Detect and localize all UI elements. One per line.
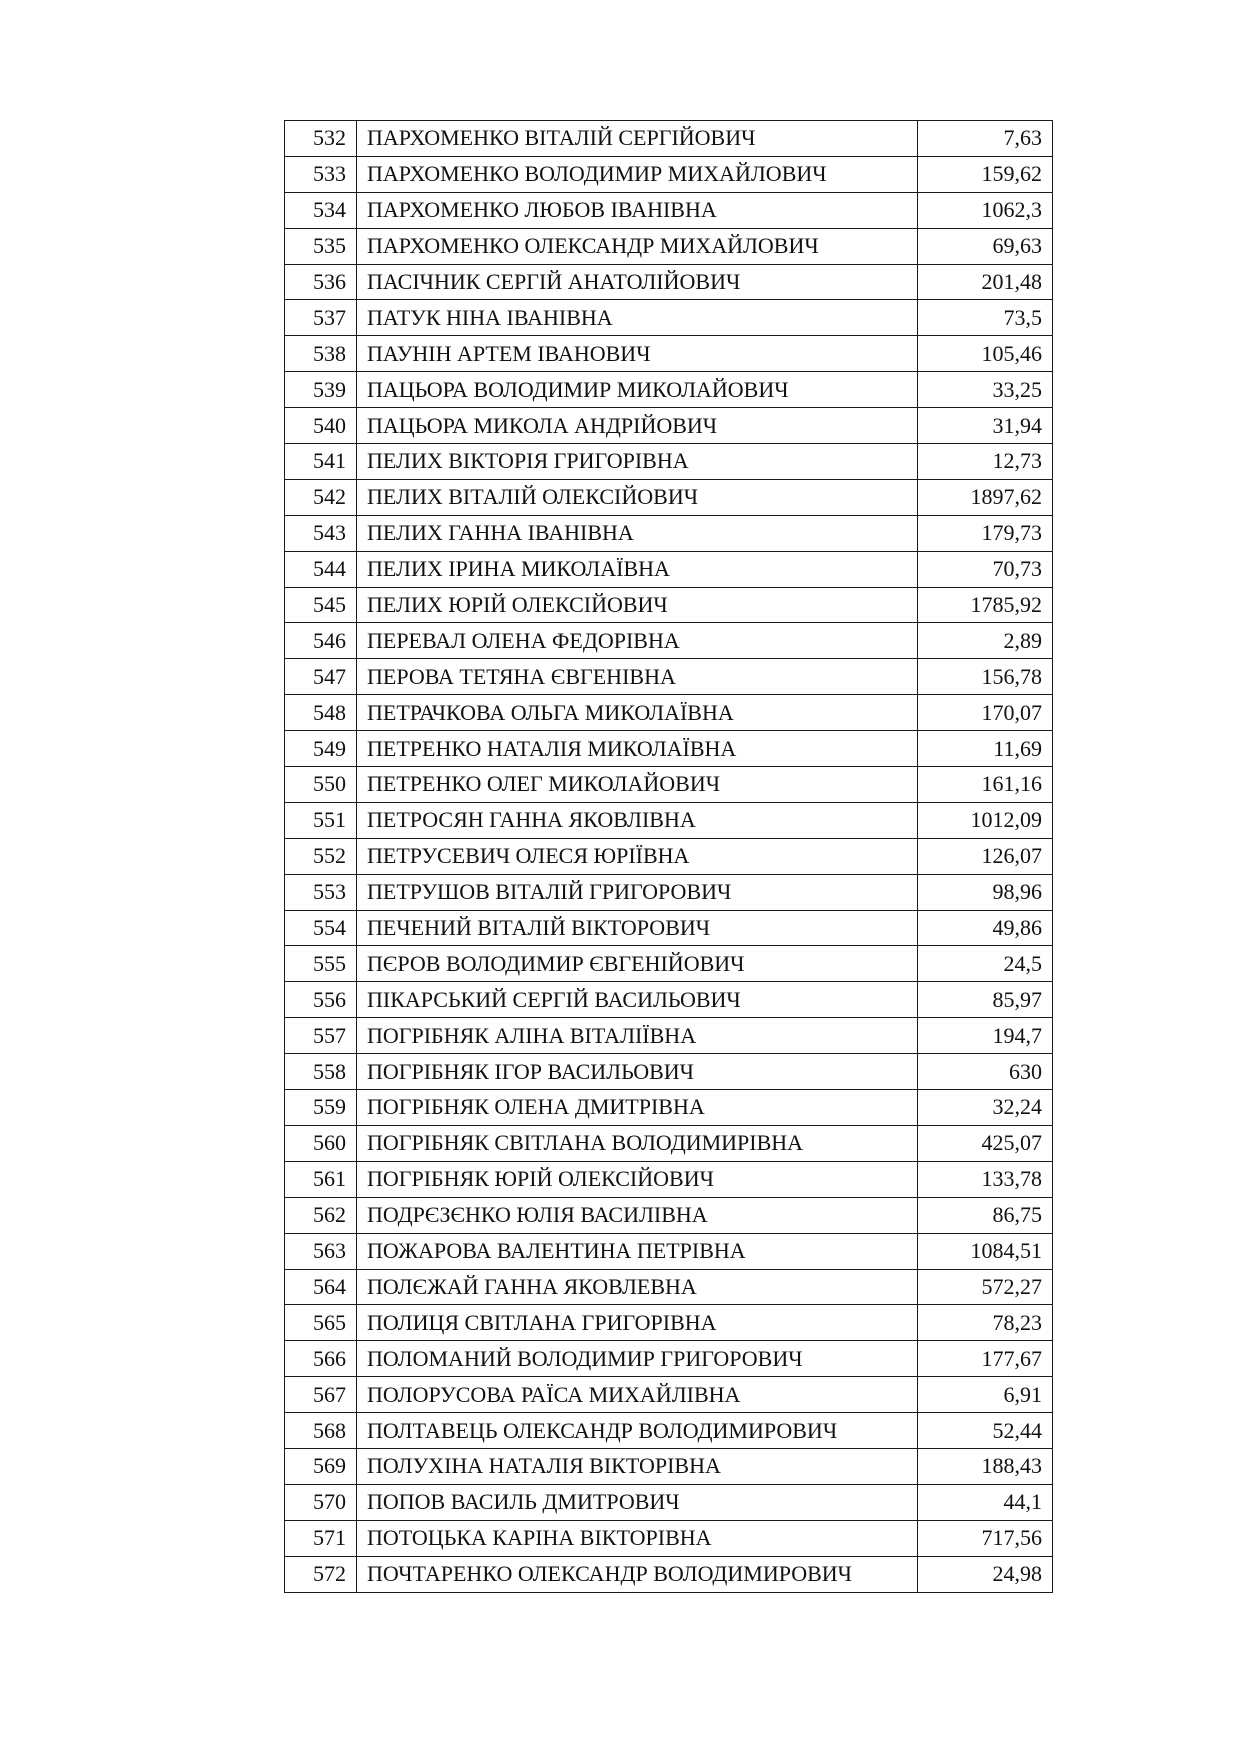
- person-name-cell: ПЕТРУСЕВИЧ ОЛЕСЯ ЮРІЇВНА: [357, 838, 918, 874]
- amount-cell: 69,63: [918, 228, 1053, 264]
- amount-cell: 24,98: [918, 1556, 1053, 1592]
- person-name-cell: ПЕТРОСЯН ГАННА ЯКОВЛІВНА: [357, 802, 918, 838]
- row-number-cell: 550: [285, 767, 357, 803]
- table-row: [285, 1341, 1053, 1377]
- table-row: [285, 264, 1053, 300]
- table-row: [285, 156, 1053, 192]
- row-number-cell: 544: [285, 551, 357, 587]
- row-number-cell: 533: [285, 156, 357, 192]
- amount-cell: 70,73: [918, 551, 1053, 587]
- person-name-cell: ПЕРОВА ТЕТЯНА ЄВГЕНІВНА: [357, 659, 918, 695]
- amount-cell: 7,63: [918, 121, 1053, 157]
- row-number-cell: 554: [285, 910, 357, 946]
- person-name-cell: ПОДРЄЗЄНКО ЮЛІЯ ВАСИЛІВНА: [357, 1197, 918, 1233]
- row-number-cell: 547: [285, 659, 357, 695]
- row-number-cell: 565: [285, 1305, 357, 1341]
- person-name-cell: ПЕРЕВАЛ ОЛЕНА ФЕДОРІВНА: [357, 623, 918, 659]
- table-row: [285, 1090, 1053, 1126]
- table-row: [285, 767, 1053, 803]
- table-row: [285, 336, 1053, 372]
- table-row: [285, 1520, 1053, 1556]
- table-row: [285, 1233, 1053, 1269]
- amount-cell: 78,23: [918, 1305, 1053, 1341]
- row-number-cell: 546: [285, 623, 357, 659]
- row-number-cell: 567: [285, 1377, 357, 1413]
- row-number-cell: 572: [285, 1556, 357, 1592]
- person-name-cell: ПОЛИЦЯ СВІТЛАНА ГРИГОРІВНА: [357, 1305, 918, 1341]
- amount-cell: 6,91: [918, 1377, 1053, 1413]
- amount-cell: 44,1: [918, 1484, 1053, 1520]
- amount-cell: 133,78: [918, 1161, 1053, 1197]
- person-name-cell: ПЕЧЕНИЙ ВІТАЛІЙ ВІКТОРОВИЧ: [357, 910, 918, 946]
- person-name-cell: ПАРХОМЕНКО ВОЛОДИМИР МИХАЙЛОВИЧ: [357, 156, 918, 192]
- amount-cell: 86,75: [918, 1197, 1053, 1233]
- row-number-cell: 536: [285, 264, 357, 300]
- amount-cell: 98,96: [918, 874, 1053, 910]
- person-name-cell: ПАУНІН АРТЕМ ІВАНОВИЧ: [357, 336, 918, 372]
- person-name-cell: ПАРХОМЕНКО ОЛЕКСАНДР МИХАЙЛОВИЧ: [357, 228, 918, 264]
- row-number-cell: 570: [285, 1484, 357, 1520]
- amount-cell: 31,94: [918, 408, 1053, 444]
- table-row: [285, 838, 1053, 874]
- row-number-cell: 541: [285, 444, 357, 480]
- row-number-cell: 559: [285, 1090, 357, 1126]
- table-row: [285, 731, 1053, 767]
- person-name-cell: ПЕЛИХ ВІКТОРІЯ ГРИГОРІВНА: [357, 444, 918, 480]
- person-name-cell: ПАТУК НІНА ІВАНІВНА: [357, 300, 918, 336]
- person-name-cell: ПЕТРАЧКОВА ОЛЬГА МИКОЛАЇВНА: [357, 695, 918, 731]
- amount-cell: 201,48: [918, 264, 1053, 300]
- person-name-cell: ПАРХОМЕНКО ВІТАЛІЙ СЕРГІЙОВИЧ: [357, 121, 918, 157]
- row-number-cell: 542: [285, 479, 357, 515]
- amount-cell: 179,73: [918, 515, 1053, 551]
- person-name-cell: ПЕТРЕНКО НАТАЛІЯ МИКОЛАЇВНА: [357, 731, 918, 767]
- row-number-cell: 555: [285, 946, 357, 982]
- table-row: [285, 1484, 1053, 1520]
- row-number-cell: 553: [285, 874, 357, 910]
- table-row: [285, 802, 1053, 838]
- table-row: [285, 587, 1053, 623]
- table-row: [285, 408, 1053, 444]
- row-number-cell: 566: [285, 1341, 357, 1377]
- row-number-cell: 534: [285, 192, 357, 228]
- table-row: [285, 946, 1053, 982]
- table-row: [285, 444, 1053, 480]
- person-name-cell: ПОГРІБНЯК АЛІНА ВІТАЛІЇВНА: [357, 1018, 918, 1054]
- row-number-cell: 569: [285, 1448, 357, 1484]
- amount-cell: 630: [918, 1054, 1053, 1090]
- person-name-cell: ПАЦЬОРА МИКОЛА АНДРІЙОВИЧ: [357, 408, 918, 444]
- amount-cell: 188,43: [918, 1448, 1053, 1484]
- table-row: [285, 1377, 1053, 1413]
- amount-cell: 425,07: [918, 1125, 1053, 1161]
- row-number-cell: 549: [285, 731, 357, 767]
- row-number-cell: 545: [285, 587, 357, 623]
- amount-cell: 49,86: [918, 910, 1053, 946]
- person-name-cell: ПОЖАРОВА ВАЛЕНТИНА ПЕТРІВНА: [357, 1233, 918, 1269]
- table-row: [285, 192, 1053, 228]
- person-name-cell: ПОЛОРУСОВА РАЇСА МИХАЙЛІВНА: [357, 1377, 918, 1413]
- person-name-cell: ПІКАРСЬКИЙ СЕРГІЙ ВАСИЛЬОВИЧ: [357, 982, 918, 1018]
- row-number-cell: 551: [285, 802, 357, 838]
- row-number-cell: 540: [285, 408, 357, 444]
- person-name-cell: ПОЛОМАНИЙ ВОЛОДИМИР ГРИГОРОВИЧ: [357, 1341, 918, 1377]
- row-number-cell: 532: [285, 121, 357, 157]
- registry-table: [284, 120, 1053, 1593]
- row-number-cell: 562: [285, 1197, 357, 1233]
- amount-cell: 1897,62: [918, 479, 1053, 515]
- row-number-cell: 538: [285, 336, 357, 372]
- row-number-cell: 556: [285, 982, 357, 1018]
- row-number-cell: 548: [285, 695, 357, 731]
- row-number-cell: 571: [285, 1520, 357, 1556]
- row-number-cell: 560: [285, 1125, 357, 1161]
- table-row: [285, 1018, 1053, 1054]
- table-row: [285, 982, 1053, 1018]
- amount-cell: 105,46: [918, 336, 1053, 372]
- person-name-cell: ПЕТРУШОВ ВІТАЛІЙ ГРИГОРОВИЧ: [357, 874, 918, 910]
- amount-cell: 2,89: [918, 623, 1053, 659]
- table-row: [285, 1197, 1053, 1233]
- amount-cell: 24,5: [918, 946, 1053, 982]
- table-row: [285, 910, 1053, 946]
- table-row: [285, 1556, 1053, 1592]
- amount-cell: 194,7: [918, 1018, 1053, 1054]
- person-name-cell: ПАСІЧНИК СЕРГІЙ АНАТОЛІЙОВИЧ: [357, 264, 918, 300]
- amount-cell: 12,73: [918, 444, 1053, 480]
- table-row: [285, 515, 1053, 551]
- amount-cell: 1012,09: [918, 802, 1053, 838]
- amount-cell: 73,5: [918, 300, 1053, 336]
- amount-cell: 126,07: [918, 838, 1053, 874]
- amount-cell: 170,07: [918, 695, 1053, 731]
- person-name-cell: ПОЧТАРЕНКО ОЛЕКСАНДР ВОЛОДИМИРОВИЧ: [357, 1556, 918, 1592]
- amount-cell: 159,62: [918, 156, 1053, 192]
- person-name-cell: ПЕЛИХ ГАННА ІВАНІВНА: [357, 515, 918, 551]
- amount-cell: 161,16: [918, 767, 1053, 803]
- person-name-cell: ПЕЛИХ ЮРІЙ ОЛЕКСІЙОВИЧ: [357, 587, 918, 623]
- table-row: [285, 372, 1053, 408]
- amount-cell: 33,25: [918, 372, 1053, 408]
- person-name-cell: ПОТОЦЬКА КАРІНА ВІКТОРІВНА: [357, 1520, 918, 1556]
- row-number-cell: 552: [285, 838, 357, 874]
- row-number-cell: 558: [285, 1054, 357, 1090]
- table-row: [285, 1269, 1053, 1305]
- person-name-cell: ПОПОВ ВАСИЛЬ ДМИТРОВИЧ: [357, 1484, 918, 1520]
- registry-table-body: [285, 121, 1053, 1593]
- person-name-cell: ПОГРІБНЯК ЮРІЙ ОЛЕКСІЙОВИЧ: [357, 1161, 918, 1197]
- person-name-cell: ПОЛУХІНА НАТАЛІЯ ВІКТОРІВНА: [357, 1448, 918, 1484]
- row-number-cell: 557: [285, 1018, 357, 1054]
- row-number-cell: 568: [285, 1413, 357, 1449]
- table-row: [285, 1161, 1053, 1197]
- row-number-cell: 539: [285, 372, 357, 408]
- person-name-cell: ПАЦЬОРА ВОЛОДИМИР МИКОЛАЙОВИЧ: [357, 372, 918, 408]
- table-row: [285, 874, 1053, 910]
- person-name-cell: ПОГРІБНЯК ІГОР ВАСИЛЬОВИЧ: [357, 1054, 918, 1090]
- row-number-cell: 537: [285, 300, 357, 336]
- person-name-cell: ПЕЛИХ ВІТАЛІЙ ОЛЕКСІЙОВИЧ: [357, 479, 918, 515]
- table-row: [285, 1305, 1053, 1341]
- amount-cell: 11,69: [918, 731, 1053, 767]
- amount-cell: 1062,3: [918, 192, 1053, 228]
- amount-cell: 156,78: [918, 659, 1053, 695]
- row-number-cell: 561: [285, 1161, 357, 1197]
- person-name-cell: ПАРХОМЕНКО ЛЮБОВ ІВАНІВНА: [357, 192, 918, 228]
- table-row: [285, 228, 1053, 264]
- row-number-cell: 564: [285, 1269, 357, 1305]
- amount-cell: 572,27: [918, 1269, 1053, 1305]
- table-row: [285, 551, 1053, 587]
- person-name-cell: ПОГРІБНЯК ОЛЕНА ДМИТРІВНА: [357, 1090, 918, 1126]
- person-name-cell: ПЕТРЕНКО ОЛЕГ МИКОЛАЙОВИЧ: [357, 767, 918, 803]
- amount-cell: 1084,51: [918, 1233, 1053, 1269]
- person-name-cell: ПЕЛИХ ІРИНА МИКОЛАЇВНА: [357, 551, 918, 587]
- person-name-cell: ПОЛТАВЕЦЬ ОЛЕКСАНДР ВОЛОДИМИРОВИЧ: [357, 1413, 918, 1449]
- amount-cell: 32,24: [918, 1090, 1053, 1126]
- table-row: [285, 300, 1053, 336]
- person-name-cell: ПОГРІБНЯК СВІТЛАНА ВОЛОДИМИРІВНА: [357, 1125, 918, 1161]
- table-row: [285, 695, 1053, 731]
- table-row: [285, 1413, 1053, 1449]
- person-name-cell: ПОЛЄЖАЙ ГАННА ЯКОВЛЕВНА: [357, 1269, 918, 1305]
- table-row: [285, 1125, 1053, 1161]
- table-row: [285, 1054, 1053, 1090]
- amount-cell: 85,97: [918, 982, 1053, 1018]
- row-number-cell: 543: [285, 515, 357, 551]
- table-row: [285, 1448, 1053, 1484]
- amount-cell: 717,56: [918, 1520, 1053, 1556]
- table-row: [285, 479, 1053, 515]
- amount-cell: 52,44: [918, 1413, 1053, 1449]
- table-row: [285, 659, 1053, 695]
- person-name-cell: ПЄРОВ ВОЛОДИМИР ЄВГЕНІЙОВИЧ: [357, 946, 918, 982]
- amount-cell: 1785,92: [918, 587, 1053, 623]
- table-row: [285, 623, 1053, 659]
- table-row: [285, 121, 1053, 157]
- row-number-cell: 563: [285, 1233, 357, 1269]
- amount-cell: 177,67: [918, 1341, 1053, 1377]
- row-number-cell: 535: [285, 228, 357, 264]
